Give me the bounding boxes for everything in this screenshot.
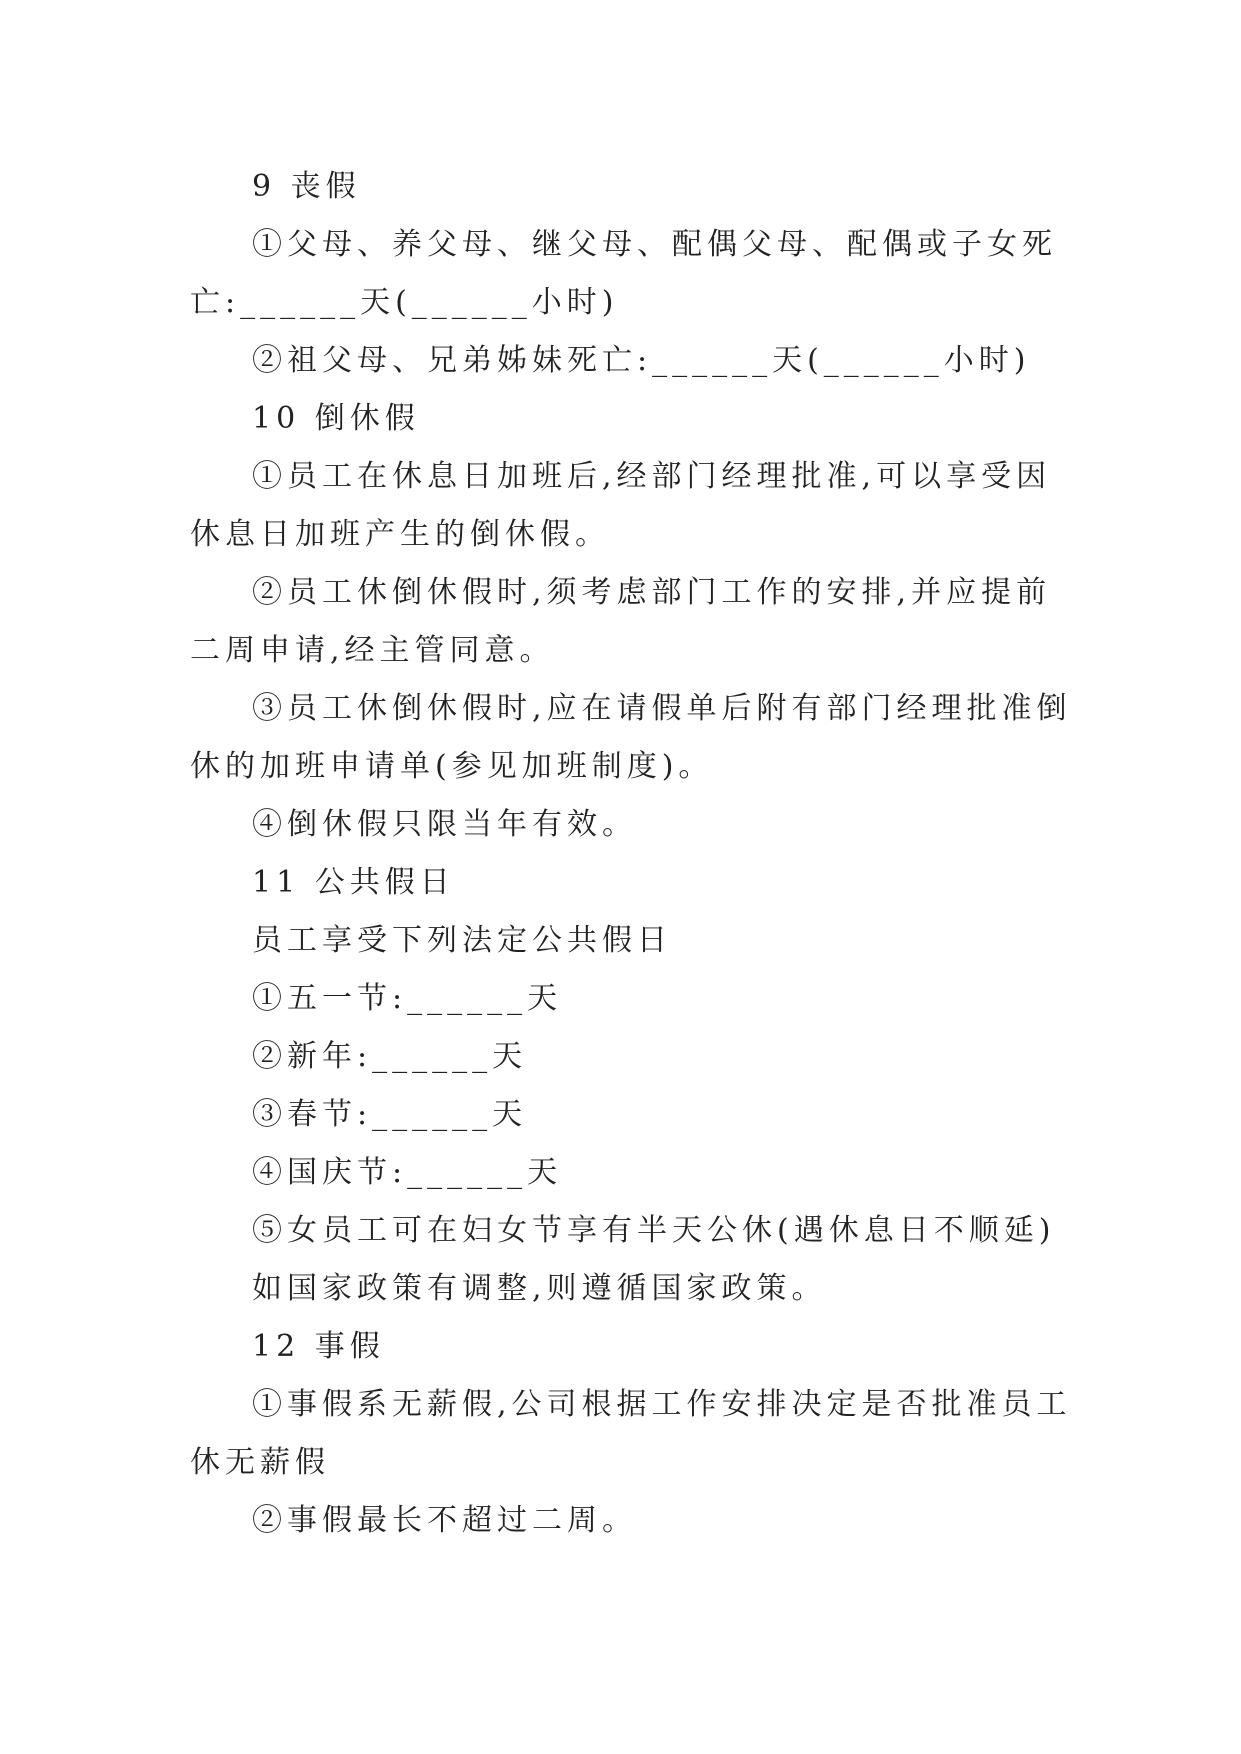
paragraph-line: ③春节:______天 xyxy=(252,1097,528,1132)
paragraph-line: 二周申请,经主管同意。 xyxy=(190,633,555,668)
section-heading-compensatory-leave: 10 倒休假 xyxy=(252,401,420,436)
paragraph-line: 如国家政策有调整,则遵循国家政策。 xyxy=(252,1271,827,1306)
paragraph-line: ④倒休假只限当年有效。 xyxy=(252,807,637,842)
paragraph-line: ②新年:______天 xyxy=(252,1039,528,1074)
paragraph-line: ⑤女员工可在妇女节享有半天公休(遇休息日不顺延) xyxy=(252,1213,1056,1248)
section-heading-bereavement-leave: 9 丧假 xyxy=(252,169,361,204)
paragraph-line: 休无薪假 xyxy=(190,1445,330,1480)
paragraph-line: ①员工在休息日加班后,经部门经理批准,可以享受因 xyxy=(252,459,1052,494)
document-body xyxy=(190,158,1070,1550)
paragraph-line: 休息日加班产生的倒休假。 xyxy=(190,517,610,552)
section-heading-public-holidays: 11 公共假日 xyxy=(252,865,455,900)
paragraph-line: ②事假最长不超过二周。 xyxy=(252,1503,637,1538)
paragraph-line: 员工享受下列法定公共假日 xyxy=(252,923,672,958)
paragraph-line: ②员工休倒休假时,须考虑部门工作的安排,并应提前 xyxy=(252,575,1052,610)
paragraph-line: ③员工休倒休假时,应在请假单后附有部门经理批准倒 xyxy=(252,691,1072,726)
paragraph-line: ②祖父母、兄弟姊妹死亡:______天(______小时) xyxy=(252,343,1031,378)
paragraph-line: 休的加班申请单(参见加班制度)。 xyxy=(190,749,714,784)
paragraph-line: ④国庆节:______天 xyxy=(252,1155,563,1190)
paragraph-line: ①五一节:______天 xyxy=(252,981,563,1016)
paragraph-line: ①事假系无薪假,公司根据工作安排决定是否批准员工 xyxy=(252,1387,1072,1422)
paragraph-line: ①父母、养父母、继父母、配偶父母、配偶或子女死 xyxy=(252,227,1057,262)
section-heading-personal-leave: 12 事假 xyxy=(252,1329,385,1364)
paragraph-line: 亡:______天(______小时) xyxy=(190,285,619,320)
